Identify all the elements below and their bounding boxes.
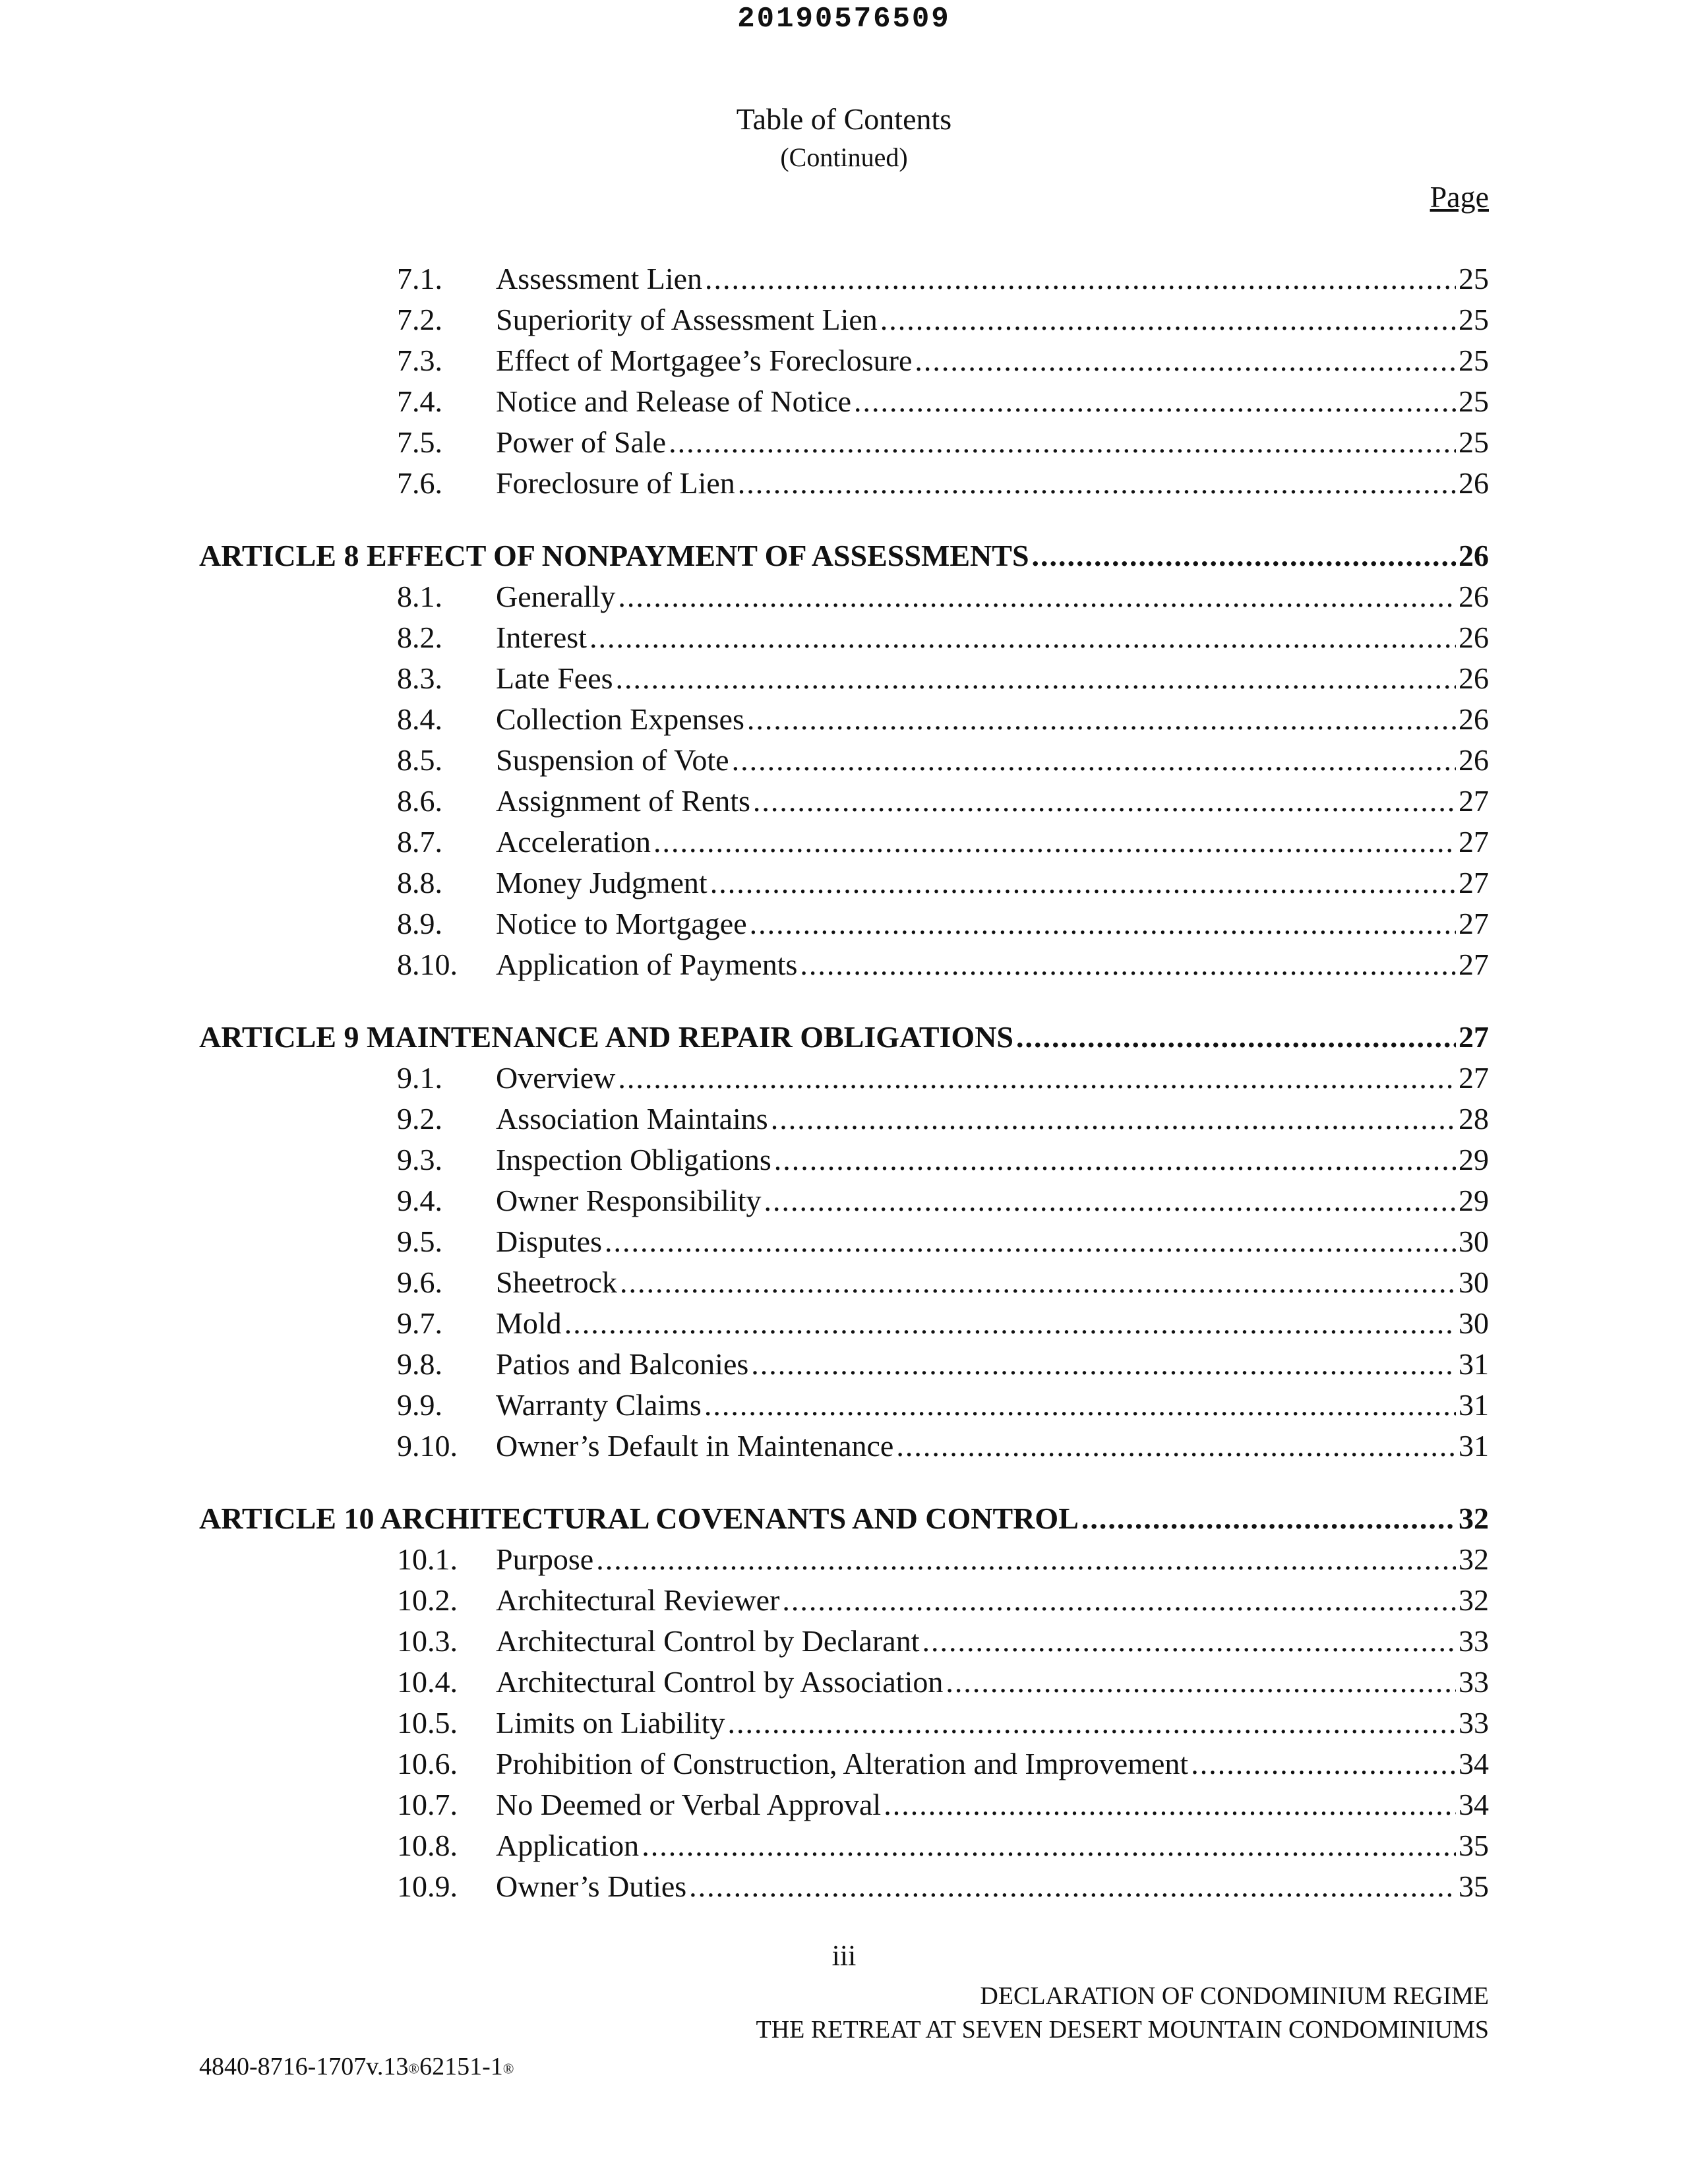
page-number-ref: 26	[1459, 621, 1489, 654]
article-title: ARTICLE 8 EFFECT OF NONPAYMENT OF ASSESSMENTS	[199, 539, 1029, 572]
dot-leader	[884, 1784, 1456, 1825]
toc-article-row[interactable]	[0, 1017, 1688, 1058]
section-number: 10.2.	[397, 1583, 458, 1617]
page-number-ref: 25	[1459, 425, 1489, 459]
section-number: 8.5.	[397, 743, 442, 777]
toc-subtitle: (Continued)	[780, 142, 908, 172]
toc-section-row[interactable]	[0, 1866, 1688, 1907]
dot-leader	[1032, 535, 1456, 576]
dot-leader	[946, 1662, 1456, 1703]
toc-section-row[interactable]	[0, 1303, 1688, 1344]
page-number-ref: 27	[1459, 948, 1489, 981]
section-title: Association Maintains	[496, 1102, 768, 1136]
section-number: 7.3.	[397, 344, 442, 377]
dot-leader	[1191, 1744, 1456, 1784]
toc-section-row[interactable]	[0, 1784, 1688, 1825]
toc-section-row[interactable]	[0, 1058, 1688, 1099]
page-number-ref: 29	[1459, 1143, 1489, 1176]
section-number: 9.6.	[397, 1265, 442, 1299]
toc-section-row[interactable]	[0, 576, 1688, 617]
section-number: 10.9.	[397, 1869, 458, 1903]
dot-leader	[738, 463, 1456, 504]
toc-section-row[interactable]	[0, 258, 1688, 299]
section-title: Overview	[496, 1061, 616, 1095]
section-number: 10.7.	[397, 1788, 458, 1821]
dot-leader	[618, 576, 1456, 617]
section-title: Suspension of Vote	[496, 743, 729, 777]
page-number-ref: 27	[1459, 866, 1489, 899]
section-title: Assignment of Rents	[496, 784, 750, 818]
section-title: Generally	[496, 580, 616, 613]
page-number-ref: 35	[1459, 1829, 1489, 1862]
toc-section-row[interactable]	[0, 1744, 1688, 1784]
page-number-ref: 35	[1459, 1869, 1489, 1903]
dot-leader	[750, 903, 1456, 944]
section-number: 9.3.	[397, 1143, 442, 1176]
toc-article-row[interactable]	[0, 1498, 1688, 1539]
page-number-ref: 34	[1459, 1747, 1489, 1780]
toc-article-row[interactable]	[0, 535, 1688, 576]
toc-section-row[interactable]	[0, 822, 1688, 863]
footer-document-id	[199, 2052, 514, 2081]
page-number: iii	[831, 1939, 857, 1972]
page-number-ref: 25	[1459, 303, 1489, 336]
page-number-ref: 31	[1459, 1429, 1489, 1463]
page-number-ref: 29	[1459, 1184, 1489, 1217]
page-number-ref: 32	[1459, 1542, 1489, 1576]
section-title: Money Judgment	[496, 866, 708, 899]
toc-section-row[interactable]	[0, 699, 1688, 740]
toc-section-row[interactable]	[0, 381, 1688, 422]
section-number: 8.10.	[397, 948, 458, 981]
dot-leader	[896, 1426, 1456, 1467]
page-number-ref: 27	[1459, 1061, 1489, 1095]
dot-leader	[564, 1303, 1456, 1344]
section-title: Mold	[496, 1306, 562, 1340]
section-title: Prohibition of Construction, Alteration and Improvement	[496, 1747, 1189, 1780]
section-number: 9.2.	[397, 1102, 442, 1136]
section-number: 8.7.	[397, 825, 442, 859]
dot-leader	[728, 1703, 1456, 1744]
section-title: Effect of Mortgagee’s Foreclosure	[496, 344, 913, 377]
dot-leader	[705, 258, 1456, 299]
section-number: 7.6.	[397, 466, 442, 500]
page-number-ref: 30	[1459, 1265, 1489, 1299]
toc-title: Table of Contents	[736, 102, 952, 136]
toc-section-row[interactable]	[0, 1221, 1688, 1262]
article-title: ARTICLE 9 MAINTENANCE AND REPAIR OBLIGATIONS	[199, 1020, 1014, 1054]
page-number-ref: 34	[1459, 1788, 1489, 1821]
page-number-ref: 25	[1459, 344, 1489, 377]
dot-leader	[800, 944, 1456, 985]
footer-doc-id-b: 62151-1	[419, 2053, 503, 2080]
section-title: Owner Responsibility	[496, 1184, 762, 1217]
page-number-ref: 27	[1459, 907, 1489, 940]
toc-section-row[interactable]	[0, 617, 1688, 658]
dot-leader	[774, 1139, 1456, 1180]
section-number: 8.2.	[397, 621, 442, 654]
section-title: Patios and Balconies	[496, 1347, 749, 1381]
toc-section-row[interactable]	[0, 422, 1688, 463]
page-number-ref: 32	[1459, 1583, 1489, 1617]
dot-leader	[922, 1621, 1456, 1662]
footer-document-title: DECLARATION OF CONDOMINIUM REGIME	[980, 1982, 1489, 2010]
dot-leader	[880, 299, 1456, 340]
toc-section-row[interactable]	[0, 1385, 1688, 1426]
dot-leader	[764, 1180, 1456, 1221]
section-number: 10.1.	[397, 1542, 458, 1576]
section-number: 9.8.	[397, 1347, 442, 1381]
page-number-ref: 26	[1459, 661, 1489, 695]
dot-leader	[589, 617, 1456, 658]
section-title: Power of Sale	[496, 425, 667, 459]
toc-entries	[0, 258, 1688, 1907]
dot-leader	[653, 822, 1456, 863]
page-number-ref: 27	[1459, 784, 1489, 818]
toc-section-row[interactable]	[0, 1703, 1688, 1744]
section-number: 8.4.	[397, 702, 442, 736]
page-number-ref: 27	[1459, 825, 1489, 859]
section-title: No Deemed or Verbal Approval	[496, 1788, 882, 1821]
footer-project-name: THE RETREAT AT SEVEN DESERT MOUNTAIN CONDOMINIUMS	[756, 2016, 1489, 2044]
section-number: 9.4.	[397, 1184, 442, 1217]
toc-section-row[interactable]	[0, 1662, 1688, 1703]
page-number-ref: 33	[1459, 1624, 1489, 1658]
page-number-ref: 32	[1459, 1502, 1489, 1535]
section-number: 7.4.	[397, 384, 442, 418]
dot-leader	[710, 863, 1456, 903]
section-title: Inspection Obligations	[496, 1143, 771, 1176]
registered-mark: ®	[502, 2060, 514, 2077]
page-number-ref: 33	[1459, 1665, 1489, 1699]
toc-section-row[interactable]	[0, 781, 1688, 822]
section-number: 10.8.	[397, 1829, 458, 1862]
page-number-ref: 26	[1459, 466, 1489, 500]
page-number-ref: 26	[1459, 743, 1489, 777]
section-title: Limits on Liability	[496, 1706, 725, 1740]
registered-mark: ®	[408, 2060, 420, 2077]
section-title: Collection Expenses	[496, 702, 744, 736]
footer-doc-id-a: 4840-8716-1707v.13	[199, 2053, 409, 2080]
section-title: Disputes	[496, 1225, 602, 1258]
dot-leader	[782, 1580, 1456, 1621]
page-number-ref: 28	[1459, 1102, 1489, 1136]
section-number: 9.5.	[397, 1225, 442, 1258]
page-number-ref: 31	[1459, 1388, 1489, 1422]
section-number: 9.9.	[397, 1388, 442, 1422]
page-number-ref: 30	[1459, 1306, 1489, 1340]
toc-section-row[interactable]	[0, 740, 1688, 781]
page-number-ref: 25	[1459, 384, 1489, 418]
dot-leader	[616, 658, 1456, 699]
section-title: Interest	[496, 621, 587, 654]
document-number: 20190576509	[737, 3, 951, 36]
section-number: 10.5.	[397, 1706, 458, 1740]
section-title: Superiority of Assessment Lien	[496, 303, 878, 336]
page-number-ref: 26	[1459, 580, 1489, 613]
toc-section-row[interactable]	[0, 1539, 1688, 1580]
section-number: 7.2.	[397, 303, 442, 336]
page-number-ref: 30	[1459, 1225, 1489, 1258]
section-title: Acceleration	[496, 825, 651, 859]
section-title: Architectural Reviewer	[496, 1583, 780, 1617]
section-title: Architectural Control by Declarant	[496, 1624, 920, 1658]
dot-leader	[771, 1099, 1456, 1139]
toc-section-row[interactable]	[0, 1139, 1688, 1180]
page-number-ref: 33	[1459, 1706, 1489, 1740]
section-title: Architectural Control by Association	[496, 1665, 944, 1699]
section-number: 10.3.	[397, 1624, 458, 1658]
dot-leader	[747, 699, 1456, 740]
section-title: Notice to Mortgagee	[496, 907, 747, 940]
section-number: 8.8.	[397, 866, 442, 899]
toc-section-row[interactable]	[0, 903, 1688, 944]
dot-leader	[1081, 1498, 1456, 1539]
page-number-ref: 25	[1459, 262, 1489, 295]
toc-section-row[interactable]	[0, 340, 1688, 381]
section-title: Application	[496, 1829, 640, 1862]
section-number: 7.1.	[397, 262, 442, 295]
dot-leader	[669, 422, 1456, 463]
dot-leader	[732, 740, 1456, 781]
section-title: Warranty Claims	[496, 1388, 702, 1422]
section-number: 9.10.	[397, 1429, 458, 1463]
toc-section-row[interactable]	[0, 1180, 1688, 1221]
dot-leader	[596, 1539, 1456, 1580]
article-title: ARTICLE 10 ARCHITECTURAL COVENANTS AND CONTROL	[199, 1502, 1079, 1535]
page-number-ref: 26	[1459, 702, 1489, 736]
toc-section-row[interactable]	[0, 1580, 1688, 1621]
section-number: 10.6.	[397, 1747, 458, 1780]
dot-leader	[689, 1866, 1456, 1907]
toc-section-row[interactable]	[0, 1426, 1688, 1467]
section-title: Application of Payments	[496, 948, 798, 981]
page-number-ref: 26	[1459, 539, 1489, 572]
toc-section-row[interactable]	[0, 1344, 1688, 1385]
dot-leader	[605, 1221, 1456, 1262]
toc-section-row[interactable]	[0, 1825, 1688, 1866]
section-number: 8.9.	[397, 907, 442, 940]
dot-leader	[751, 1344, 1456, 1385]
page-number-ref: 27	[1459, 1020, 1489, 1054]
dot-leader	[915, 340, 1456, 381]
dot-leader	[620, 1262, 1456, 1303]
section-number: 10.4.	[397, 1665, 458, 1699]
dot-leader	[642, 1825, 1456, 1866]
toc-section-row[interactable]	[0, 1262, 1688, 1303]
section-title: Notice and Release of Notice	[496, 384, 851, 418]
page-column-header: Page	[1430, 180, 1489, 214]
section-title: Sheetrock	[496, 1265, 617, 1299]
section-number: 8.1.	[397, 580, 442, 613]
dot-leader	[1016, 1017, 1456, 1058]
dot-leader	[704, 1385, 1456, 1426]
dot-leader	[854, 381, 1456, 422]
section-title: Owner’s Default in Maintenance	[496, 1429, 894, 1463]
toc-section-row[interactable]	[0, 944, 1688, 985]
toc-section-row[interactable]	[0, 1099, 1688, 1139]
dot-leader	[618, 1058, 1456, 1099]
section-number: 9.1.	[397, 1061, 442, 1095]
section-number: 7.5.	[397, 425, 442, 459]
section-title: Purpose	[496, 1542, 594, 1576]
section-number: 9.7.	[397, 1306, 442, 1340]
toc-section-row[interactable]	[0, 1621, 1688, 1662]
toc-section-row[interactable]	[0, 863, 1688, 903]
toc-section-row[interactable]	[0, 658, 1688, 699]
toc-section-row[interactable]	[0, 299, 1688, 340]
toc-section-row[interactable]	[0, 463, 1688, 504]
page-number-ref: 31	[1459, 1347, 1489, 1381]
section-number: 8.6.	[397, 784, 442, 818]
section-title: Foreclosure of Lien	[496, 466, 735, 500]
dot-leader	[753, 781, 1456, 822]
section-title: Assessment Lien	[496, 262, 703, 295]
section-number: 8.3.	[397, 661, 442, 695]
section-title: Owner’s Duties	[496, 1869, 687, 1903]
section-title: Late Fees	[496, 661, 613, 695]
